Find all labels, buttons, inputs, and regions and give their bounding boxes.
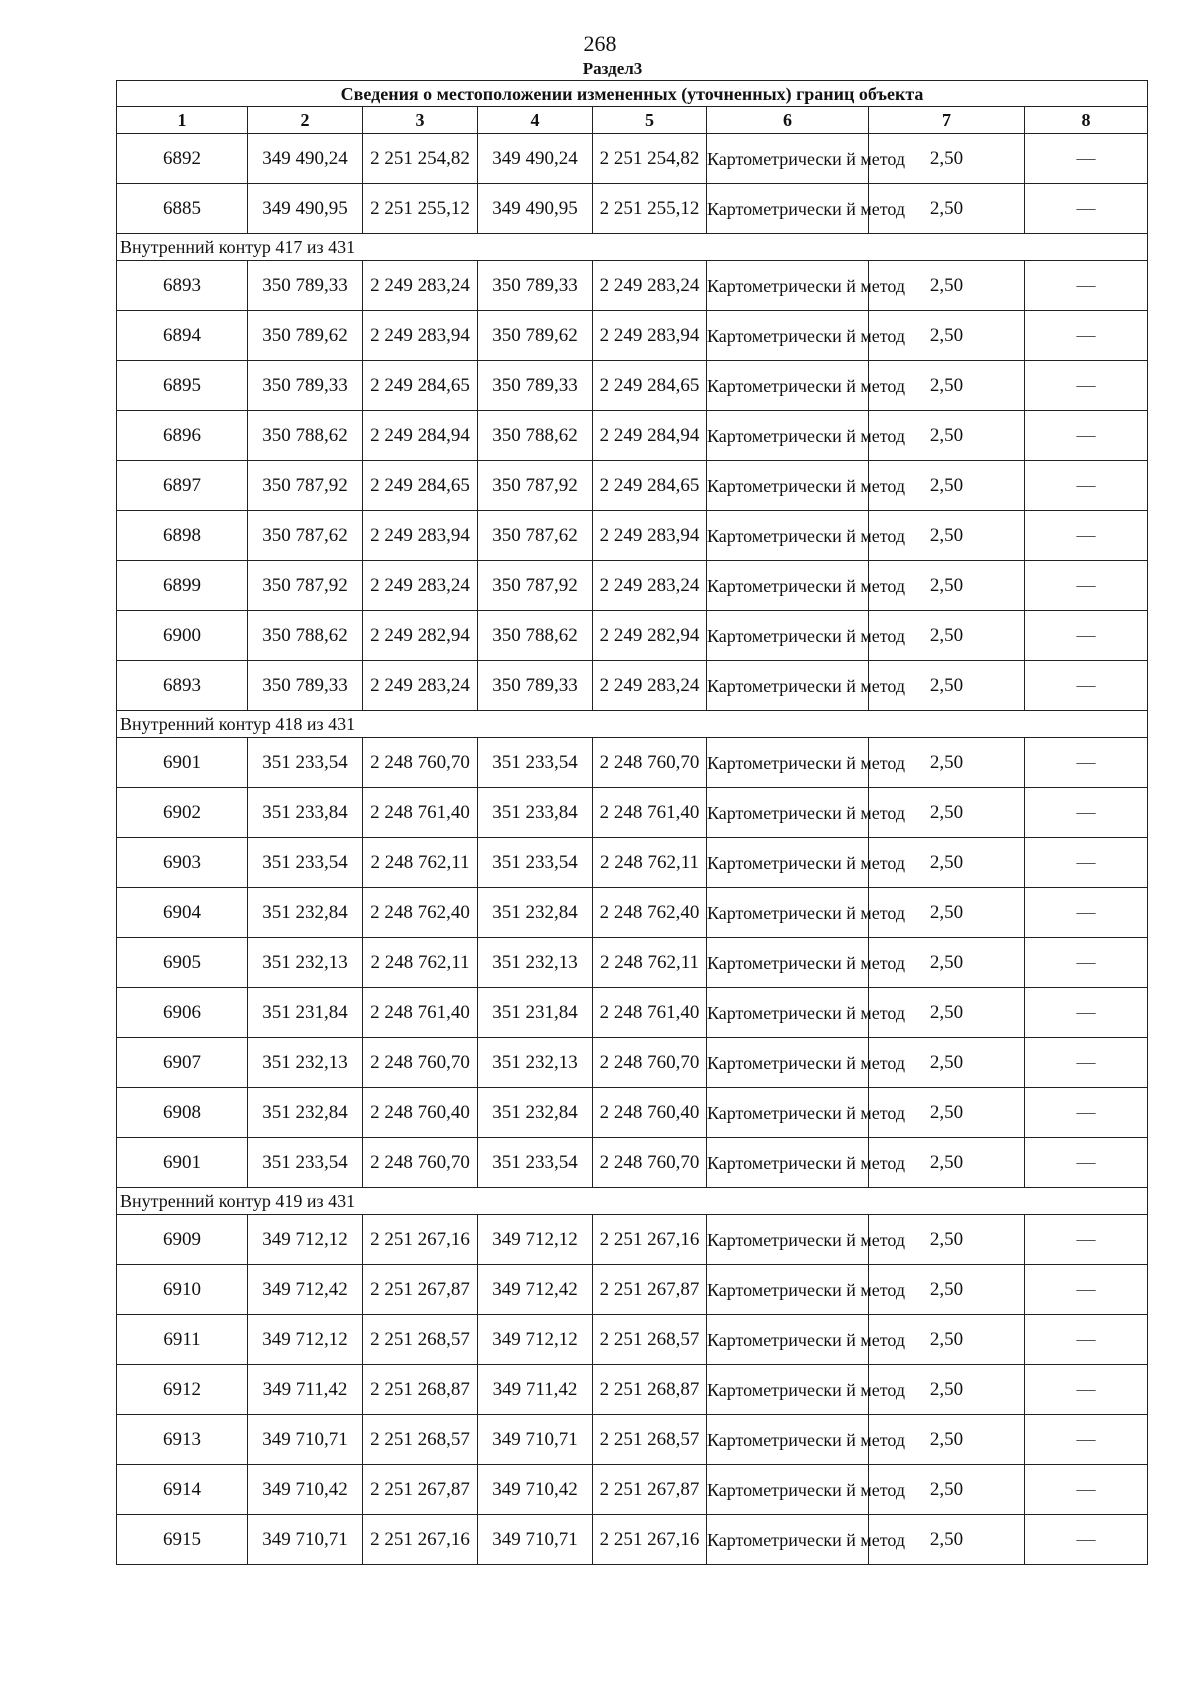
point-number-cell: 6904 xyxy=(117,888,248,938)
method-cell: Картометрически й метод xyxy=(707,1465,869,1515)
table-title-row xyxy=(117,81,1148,107)
x-new-cell: 350 787,62 xyxy=(478,511,593,561)
x-new-cell: 350 789,62 xyxy=(478,311,593,361)
method-cell: Картометрически й метод xyxy=(707,311,869,361)
contour-label: Внутренний контур 419 из 431 xyxy=(117,1188,1148,1215)
x-existing-cell: 349 490,24 xyxy=(248,134,363,184)
point-number-cell: 6898 xyxy=(117,511,248,561)
point-number-cell: 6908 xyxy=(117,1088,248,1138)
point-number-cell: 6915 xyxy=(117,1515,248,1565)
table-row xyxy=(117,938,1148,988)
accuracy-cell: 2,50 xyxy=(869,361,1025,411)
y-new-cell: 2 251 268,57 xyxy=(593,1315,707,1365)
accuracy-cell: 2,50 xyxy=(869,1038,1025,1088)
page-number: 268 xyxy=(583,31,617,56)
point-number-cell: 6893 xyxy=(117,661,248,711)
table-row xyxy=(117,1515,1148,1565)
point-number-cell: 6901 xyxy=(117,738,248,788)
x-existing-cell: 349 712,12 xyxy=(248,1315,363,1365)
accuracy-cell: 2,50 xyxy=(869,511,1025,561)
column-header: 1 xyxy=(117,107,248,134)
x-existing-cell: 350 788,62 xyxy=(248,411,363,461)
x-existing-cell: 349 490,95 xyxy=(248,184,363,234)
y-new-cell: 2 251 267,87 xyxy=(593,1265,707,1315)
y-existing-cell: 2 248 762,40 xyxy=(363,888,478,938)
table-row xyxy=(117,1138,1148,1188)
method-cell: Картометрически й метод xyxy=(707,1138,869,1188)
y-existing-cell: 2 248 760,70 xyxy=(363,1038,478,1088)
description-cell: — xyxy=(1025,311,1148,361)
accuracy-cell: 2,50 xyxy=(869,1415,1025,1465)
description-cell: — xyxy=(1025,1215,1148,1265)
y-existing-cell: 2 249 284,94 xyxy=(363,411,478,461)
y-existing-cell: 2 248 761,40 xyxy=(363,988,478,1038)
method-cell: Картометрически й метод xyxy=(707,511,869,561)
table-row xyxy=(117,184,1148,234)
y-existing-cell: 2 248 762,11 xyxy=(363,838,478,888)
method-cell: Картометрически й метод xyxy=(707,411,869,461)
x-new-cell: 349 710,71 xyxy=(478,1515,593,1565)
column-header: 3 xyxy=(363,107,478,134)
point-number-cell: 6899 xyxy=(117,561,248,611)
table-row xyxy=(117,134,1148,184)
y-new-cell: 2 251 268,57 xyxy=(593,1415,707,1465)
y-new-cell: 2 249 283,24 xyxy=(593,261,707,311)
y-existing-cell: 2 248 761,40 xyxy=(363,788,478,838)
x-existing-cell: 350 789,33 xyxy=(248,261,363,311)
description-cell: — xyxy=(1025,461,1148,511)
y-new-cell: 2 248 762,11 xyxy=(593,938,707,988)
point-number-cell: 6912 xyxy=(117,1365,248,1415)
x-existing-cell: 349 711,42 xyxy=(248,1365,363,1415)
x-new-cell: 350 789,33 xyxy=(478,661,593,711)
accuracy-cell: 2,50 xyxy=(869,1465,1025,1515)
point-number-cell: 6900 xyxy=(117,611,248,661)
table-title: Сведения о местоположении измененных (уточненных) границ объекта xyxy=(117,81,1148,107)
y-new-cell: 2 251 255,12 xyxy=(593,184,707,234)
table-row xyxy=(117,1038,1148,1088)
description-cell: — xyxy=(1025,1265,1148,1315)
accuracy-cell: 2,50 xyxy=(869,1365,1025,1415)
y-new-cell: 2 249 282,94 xyxy=(593,611,707,661)
column-header-row xyxy=(117,107,1148,134)
x-new-cell: 351 232,13 xyxy=(478,1038,593,1088)
x-existing-cell: 349 710,71 xyxy=(248,1515,363,1565)
point-number-cell: 6894 xyxy=(117,311,248,361)
method-cell: Картометрически й метод xyxy=(707,788,869,838)
description-cell: — xyxy=(1025,134,1148,184)
point-number-cell: 6905 xyxy=(117,938,248,988)
table-row xyxy=(117,1365,1148,1415)
accuracy-cell: 2,50 xyxy=(869,561,1025,611)
y-existing-cell: 2 248 760,40 xyxy=(363,1088,478,1138)
x-new-cell: 349 490,95 xyxy=(478,184,593,234)
x-existing-cell: 349 712,42 xyxy=(248,1265,363,1315)
x-existing-cell: 350 789,33 xyxy=(248,361,363,411)
description-cell: — xyxy=(1025,1415,1148,1465)
x-existing-cell: 350 787,92 xyxy=(248,461,363,511)
y-existing-cell: 2 249 284,65 xyxy=(363,461,478,511)
table-row xyxy=(117,1088,1148,1138)
x-existing-cell: 351 233,54 xyxy=(248,738,363,788)
x-existing-cell: 350 789,62 xyxy=(248,311,363,361)
point-number-cell: 6895 xyxy=(117,361,248,411)
table-row xyxy=(117,661,1148,711)
accuracy-cell: 2,50 xyxy=(869,661,1025,711)
table-row xyxy=(117,838,1148,888)
y-new-cell: 2 248 760,70 xyxy=(593,1038,707,1088)
method-cell: Картометрически й метод xyxy=(707,134,869,184)
accuracy-cell: 2,50 xyxy=(869,411,1025,461)
description-cell: — xyxy=(1025,184,1148,234)
point-number-cell: 6901 xyxy=(117,1138,248,1188)
y-new-cell: 2 249 284,65 xyxy=(593,461,707,511)
column-header: 2 xyxy=(248,107,363,134)
description-cell: — xyxy=(1025,938,1148,988)
y-existing-cell: 2 249 284,65 xyxy=(363,361,478,411)
x-new-cell: 351 233,54 xyxy=(478,1138,593,1188)
table-row xyxy=(117,988,1148,1038)
x-new-cell: 349 711,42 xyxy=(478,1365,593,1415)
point-number-cell: 6907 xyxy=(117,1038,248,1088)
description-cell: — xyxy=(1025,738,1148,788)
point-number-cell: 6909 xyxy=(117,1215,248,1265)
column-header: 7 xyxy=(869,107,1025,134)
accuracy-cell: 2,50 xyxy=(869,988,1025,1038)
x-existing-cell: 349 712,12 xyxy=(248,1215,363,1265)
x-existing-cell: 351 231,84 xyxy=(248,988,363,1038)
description-cell: — xyxy=(1025,611,1148,661)
method-cell: Картометрически й метод xyxy=(707,1215,869,1265)
accuracy-cell: 2,50 xyxy=(869,461,1025,511)
accuracy-cell: 2,50 xyxy=(869,134,1025,184)
accuracy-cell: 2,50 xyxy=(869,1088,1025,1138)
method-cell: Картометрически й метод xyxy=(707,1265,869,1315)
method-cell: Картометрически й метод xyxy=(707,1415,869,1465)
y-new-cell: 2 248 760,70 xyxy=(593,1138,707,1188)
accuracy-cell: 2,50 xyxy=(869,261,1025,311)
y-existing-cell: 2 248 760,70 xyxy=(363,738,478,788)
point-number-cell: 6892 xyxy=(117,134,248,184)
x-existing-cell: 351 233,54 xyxy=(248,1138,363,1188)
y-existing-cell: 2 249 283,24 xyxy=(363,661,478,711)
table-row xyxy=(117,1465,1148,1515)
x-new-cell: 350 788,62 xyxy=(478,611,593,661)
y-existing-cell: 2 248 760,70 xyxy=(363,1138,478,1188)
contour-label-row xyxy=(117,234,1148,261)
description-cell: — xyxy=(1025,661,1148,711)
x-existing-cell: 351 232,13 xyxy=(248,1038,363,1088)
method-cell: Картометрически й метод xyxy=(707,1315,869,1365)
accuracy-cell: 2,50 xyxy=(869,611,1025,661)
accuracy-cell: 2,50 xyxy=(869,1138,1025,1188)
x-existing-cell: 351 232,13 xyxy=(248,938,363,988)
y-existing-cell: 2 251 268,57 xyxy=(363,1415,478,1465)
y-new-cell: 2 248 761,40 xyxy=(593,788,707,838)
method-cell: Картометрически й метод xyxy=(707,561,869,611)
accuracy-cell: 2,50 xyxy=(869,888,1025,938)
x-existing-cell: 350 787,62 xyxy=(248,511,363,561)
x-new-cell: 351 232,84 xyxy=(478,888,593,938)
table-body xyxy=(117,81,1148,1565)
table-row xyxy=(117,561,1148,611)
method-cell: Картометрически й метод xyxy=(707,184,869,234)
accuracy-cell: 2,50 xyxy=(869,938,1025,988)
point-number-cell: 6913 xyxy=(117,1415,248,1465)
section-label: Раздел3 xyxy=(582,59,643,78)
description-cell: — xyxy=(1025,1088,1148,1138)
x-new-cell: 351 233,84 xyxy=(478,788,593,838)
y-existing-cell: 2 249 282,94 xyxy=(363,611,478,661)
x-existing-cell: 350 787,92 xyxy=(248,561,363,611)
method-cell: Картометрически й метод xyxy=(707,838,869,888)
x-new-cell: 349 712,42 xyxy=(478,1265,593,1315)
x-existing-cell: 350 789,33 xyxy=(248,661,363,711)
accuracy-cell: 2,50 xyxy=(869,738,1025,788)
column-header: 6 xyxy=(707,107,869,134)
description-cell: — xyxy=(1025,361,1148,411)
table-row xyxy=(117,1315,1148,1365)
description-cell: — xyxy=(1025,1138,1148,1188)
description-cell: — xyxy=(1025,561,1148,611)
method-cell: Картометрически й метод xyxy=(707,1038,869,1088)
method-cell: Картометрически й метод xyxy=(707,988,869,1038)
x-new-cell: 351 232,84 xyxy=(478,1088,593,1138)
accuracy-cell: 2,50 xyxy=(869,311,1025,361)
method-cell: Картометрически й метод xyxy=(707,611,869,661)
method-cell: Картометрически й метод xyxy=(707,1088,869,1138)
x-new-cell: 350 789,33 xyxy=(478,261,593,311)
x-new-cell: 351 231,84 xyxy=(478,988,593,1038)
table-row xyxy=(117,361,1148,411)
y-existing-cell: 2 249 283,94 xyxy=(363,311,478,361)
method-cell: Картометрически й метод xyxy=(707,738,869,788)
method-cell: Картометрически й метод xyxy=(707,461,869,511)
method-cell: Картометрически й метод xyxy=(707,938,869,988)
description-cell: — xyxy=(1025,888,1148,938)
table-row xyxy=(117,738,1148,788)
y-existing-cell: 2 251 267,87 xyxy=(363,1265,478,1315)
x-new-cell: 350 789,33 xyxy=(478,361,593,411)
point-number-cell: 6910 xyxy=(117,1265,248,1315)
y-existing-cell: 2 249 283,24 xyxy=(363,561,478,611)
description-cell: — xyxy=(1025,1515,1148,1565)
y-new-cell: 2 248 762,40 xyxy=(593,888,707,938)
description-cell: — xyxy=(1025,1365,1148,1415)
description-cell: — xyxy=(1025,1038,1148,1088)
y-new-cell: 2 249 284,94 xyxy=(593,411,707,461)
y-new-cell: 2 248 760,40 xyxy=(593,1088,707,1138)
description-cell: — xyxy=(1025,1465,1148,1515)
x-new-cell: 349 710,42 xyxy=(478,1465,593,1515)
method-cell: Картометрически й метод xyxy=(707,361,869,411)
description-cell: — xyxy=(1025,788,1148,838)
table-row xyxy=(117,511,1148,561)
description-cell: — xyxy=(1025,988,1148,1038)
table-row xyxy=(117,461,1148,511)
x-existing-cell: 351 233,54 xyxy=(248,838,363,888)
y-new-cell: 2 249 283,94 xyxy=(593,511,707,561)
table-row xyxy=(117,311,1148,361)
y-new-cell: 2 248 762,11 xyxy=(593,838,707,888)
y-new-cell: 2 251 268,87 xyxy=(593,1365,707,1415)
y-new-cell: 2 251 267,16 xyxy=(593,1515,707,1565)
y-existing-cell: 2 251 267,87 xyxy=(363,1465,478,1515)
description-cell: — xyxy=(1025,1315,1148,1365)
table-row xyxy=(117,1215,1148,1265)
x-new-cell: 349 490,24 xyxy=(478,134,593,184)
table-row xyxy=(117,888,1148,938)
x-new-cell: 350 788,62 xyxy=(478,411,593,461)
point-number-cell: 6903 xyxy=(117,838,248,888)
column-header: 4 xyxy=(478,107,593,134)
accuracy-cell: 2,50 xyxy=(869,1215,1025,1265)
y-new-cell: 2 251 267,16 xyxy=(593,1215,707,1265)
accuracy-cell: 2,50 xyxy=(869,1515,1025,1565)
y-new-cell: 2 251 254,82 xyxy=(593,134,707,184)
y-existing-cell: 2 248 762,11 xyxy=(363,938,478,988)
x-existing-cell: 351 233,84 xyxy=(248,788,363,838)
x-existing-cell: 350 788,62 xyxy=(248,611,363,661)
y-existing-cell: 2 251 267,16 xyxy=(363,1515,478,1565)
y-existing-cell: 2 251 255,12 xyxy=(363,184,478,234)
contour-label-row xyxy=(117,711,1148,738)
point-number-cell: 6897 xyxy=(117,461,248,511)
y-existing-cell: 2 251 268,87 xyxy=(363,1365,478,1415)
y-existing-cell: 2 249 283,94 xyxy=(363,511,478,561)
x-existing-cell: 351 232,84 xyxy=(248,1088,363,1138)
y-new-cell: 2 249 284,65 xyxy=(593,361,707,411)
description-cell: — xyxy=(1025,838,1148,888)
method-cell: Картометрически й метод xyxy=(707,888,869,938)
x-existing-cell: 349 710,42 xyxy=(248,1465,363,1515)
method-cell: Картометрически й метод xyxy=(707,1365,869,1415)
contour-label: Внутренний контур 418 из 431 xyxy=(117,711,1148,738)
column-header: 8 xyxy=(1025,107,1148,134)
x-existing-cell: 349 710,71 xyxy=(248,1415,363,1465)
y-new-cell: 2 249 283,94 xyxy=(593,311,707,361)
y-new-cell: 2 248 761,40 xyxy=(593,988,707,1038)
table-row xyxy=(117,411,1148,461)
accuracy-cell: 2,50 xyxy=(869,788,1025,838)
point-number-cell: 6906 xyxy=(117,988,248,1038)
y-new-cell: 2 249 283,24 xyxy=(593,661,707,711)
accuracy-cell: 2,50 xyxy=(869,838,1025,888)
description-cell: — xyxy=(1025,411,1148,461)
y-existing-cell: 2 249 283,24 xyxy=(363,261,478,311)
point-number-cell: 6914 xyxy=(117,1465,248,1515)
accuracy-cell: 2,50 xyxy=(869,1315,1025,1365)
method-cell: Картометрически й метод xyxy=(707,1515,869,1565)
x-existing-cell: 351 232,84 xyxy=(248,888,363,938)
x-new-cell: 349 710,71 xyxy=(478,1415,593,1465)
x-new-cell: 350 787,92 xyxy=(478,461,593,511)
table-row xyxy=(117,1265,1148,1315)
point-number-cell: 6911 xyxy=(117,1315,248,1365)
contour-label-row xyxy=(117,1188,1148,1215)
boundary-coordinates-table xyxy=(116,80,1148,1565)
description-cell: — xyxy=(1025,511,1148,561)
x-new-cell: 351 233,54 xyxy=(478,838,593,888)
x-new-cell: 351 232,13 xyxy=(478,938,593,988)
y-new-cell: 2 251 267,87 xyxy=(593,1465,707,1515)
table-row xyxy=(117,261,1148,311)
accuracy-cell: 2,50 xyxy=(869,1265,1025,1315)
y-new-cell: 2 248 760,70 xyxy=(593,738,707,788)
x-new-cell: 350 787,92 xyxy=(478,561,593,611)
point-number-cell: 6893 xyxy=(117,261,248,311)
y-new-cell: 2 249 283,24 xyxy=(593,561,707,611)
table-row xyxy=(117,788,1148,838)
table-row xyxy=(117,611,1148,661)
point-number-cell: 6902 xyxy=(117,788,248,838)
y-existing-cell: 2 251 268,57 xyxy=(363,1315,478,1365)
contour-label: Внутренний контур 417 из 431 xyxy=(117,234,1148,261)
x-new-cell: 351 233,54 xyxy=(478,738,593,788)
column-header: 5 xyxy=(593,107,707,134)
point-number-cell: 6896 xyxy=(117,411,248,461)
description-cell: — xyxy=(1025,261,1148,311)
method-cell: Картометрически й метод xyxy=(707,261,869,311)
accuracy-cell: 2,50 xyxy=(869,184,1025,234)
y-existing-cell: 2 251 267,16 xyxy=(363,1215,478,1265)
x-new-cell: 349 712,12 xyxy=(478,1215,593,1265)
table-row xyxy=(117,1415,1148,1465)
point-number-cell: 6885 xyxy=(117,184,248,234)
x-new-cell: 349 712,12 xyxy=(478,1315,593,1365)
y-existing-cell: 2 251 254,82 xyxy=(363,134,478,184)
method-cell: Картометрически й метод xyxy=(707,661,869,711)
